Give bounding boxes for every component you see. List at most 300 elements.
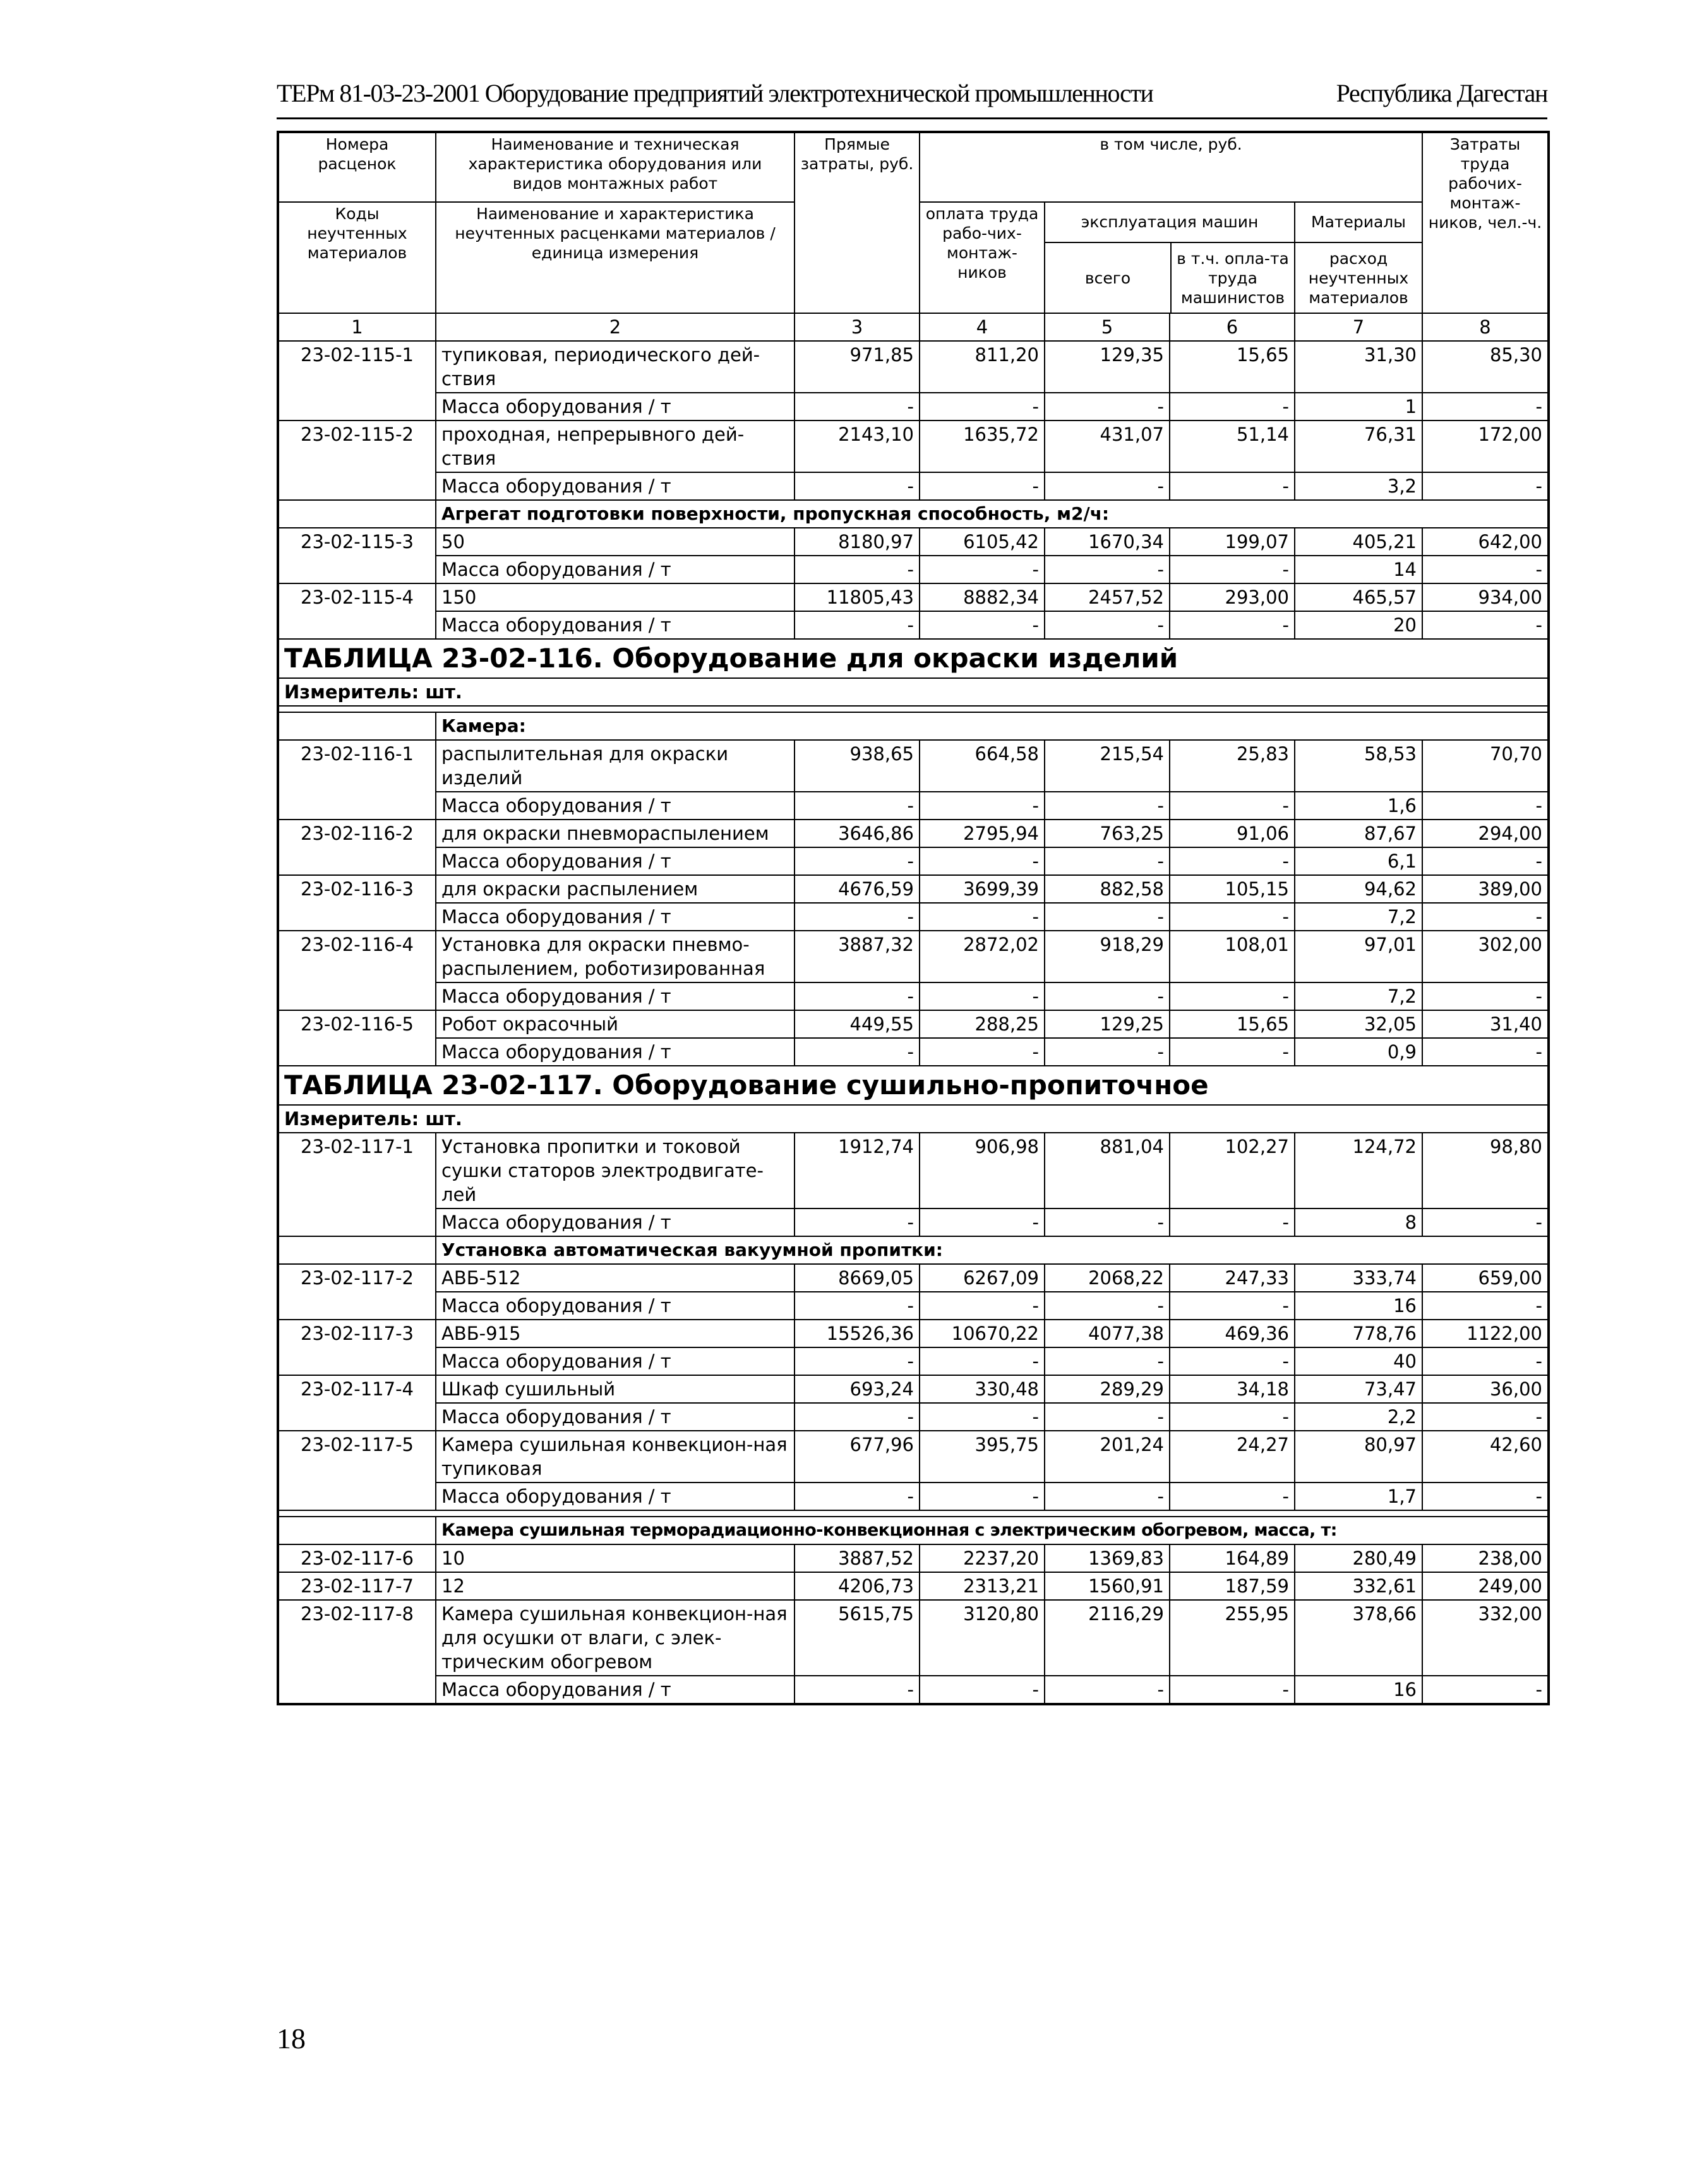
page-number: 18 [277, 2022, 306, 2055]
mass-label: Масса оборудования / т [436, 393, 795, 421]
direct-cost: - [795, 1347, 920, 1375]
rate-name: Камера сушильная конвекцион-ная тупиковая [436, 1431, 795, 1483]
machine-pay: - [1170, 472, 1295, 500]
materials: 7,2 [1295, 903, 1422, 931]
mass-row [278, 1403, 1549, 1431]
labor-pay: - [920, 556, 1045, 583]
materials: 16 [1295, 1292, 1422, 1320]
rate-code: 23-02-115-4 [278, 583, 436, 639]
labor-hours: - [1422, 1676, 1549, 1704]
labor-pay: 3699,39 [920, 875, 1045, 903]
mass-row [278, 611, 1549, 639]
mass-row [278, 393, 1549, 421]
materials: 16 [1295, 1676, 1422, 1704]
direct-cost: 938,65 [795, 740, 920, 792]
table-row [278, 583, 1549, 611]
mass-row [278, 982, 1549, 1010]
labor-hours: 70,70 [1422, 740, 1549, 792]
table-row [278, 1320, 1549, 1347]
rate-name: тупиковая, периодического дей-ствия [436, 341, 795, 393]
direct-cost: 3887,52 [795, 1544, 920, 1572]
mass-label: Масса оборудования / т [436, 1208, 795, 1236]
col-number: 5 [1045, 313, 1170, 341]
rate-code: 23-02-117-1 [278, 1133, 436, 1236]
direct-cost: - [795, 1038, 920, 1066]
machine-pay: - [1170, 393, 1295, 421]
machine-cost: 129,25 [1045, 1010, 1170, 1038]
labor-hours: 98,80 [1422, 1133, 1549, 1208]
column-numbers-row [278, 313, 1549, 341]
rate-name: АВБ-915 [436, 1320, 795, 1347]
labor-pay: 10670,22 [920, 1320, 1045, 1347]
labor-pay: 6105,42 [920, 528, 1045, 556]
machine-cost: - [1045, 1347, 1170, 1375]
labor-pay: - [920, 1403, 1045, 1431]
measure-row [278, 678, 1549, 706]
table-row [278, 1133, 1549, 1208]
materials: 378,66 [1295, 1600, 1422, 1676]
materials: 76,31 [1295, 421, 1422, 472]
rate-code: 23-02-117-2 [278, 1264, 436, 1320]
materials: 97,01 [1295, 931, 1422, 982]
materials: 14 [1295, 556, 1422, 583]
table-row [278, 1572, 1549, 1600]
labor-hours: - [1422, 472, 1549, 500]
machine-pay: 247,33 [1170, 1264, 1295, 1292]
machine-cost: 215,54 [1045, 740, 1170, 792]
header-row-1 [278, 132, 1549, 202]
direct-cost: - [795, 847, 920, 875]
labor-pay: - [920, 1292, 1045, 1320]
spacer-row [278, 1510, 1549, 1517]
col-name-header: Наименование и техническая характеристика оборудования или видов монтажных работ [436, 132, 795, 202]
labor-hours: - [1422, 1347, 1549, 1375]
machine-pay: 293,00 [1170, 583, 1295, 611]
direct-cost: - [795, 792, 920, 820]
group-title: Агрегат подготовки поверхности, пропускная способность, м2/ч: [436, 500, 1549, 528]
rate-code: 23-02-116-4 [278, 931, 436, 1010]
materials: 32,05 [1295, 1010, 1422, 1038]
labor-hours: 42,60 [1422, 1431, 1549, 1483]
machine-cost: - [1045, 1403, 1170, 1431]
materials: 31,30 [1295, 341, 1422, 393]
col-labor-header: Затраты труда рабочих-монтаж-ников, чел.-ч. [1422, 132, 1549, 313]
group-spacer [278, 712, 436, 740]
col-number: 1 [278, 313, 436, 341]
measure-row [278, 1105, 1549, 1133]
labor-pay: - [920, 792, 1045, 820]
machine-pay: 199,07 [1170, 528, 1295, 556]
machine-cost: - [1045, 1676, 1170, 1704]
mass-row [278, 1292, 1549, 1320]
rate-name: для окраски пневмораспылением [436, 820, 795, 847]
rate-name: проходная, непрерывного дей-ствия [436, 421, 795, 472]
rate-code: 23-02-116-3 [278, 875, 436, 931]
machine-cost: - [1045, 792, 1170, 820]
machine-cost: 882,58 [1045, 875, 1170, 903]
machine-cost: 881,04 [1045, 1133, 1170, 1208]
direct-cost: 5615,75 [795, 1600, 920, 1676]
labor-hours: - [1422, 611, 1549, 639]
machine-cost: - [1045, 1038, 1170, 1066]
col-number: 4 [920, 313, 1045, 341]
materials: 280,49 [1295, 1544, 1422, 1572]
direct-cost: - [795, 903, 920, 931]
machine-pay: 108,01 [1170, 931, 1295, 982]
mass-row [278, 1676, 1549, 1704]
machine-cost: - [1045, 982, 1170, 1010]
labor-hours: - [1422, 1208, 1549, 1236]
labor-pay: - [920, 1347, 1045, 1375]
labor-pay: - [920, 1208, 1045, 1236]
spacer-row [278, 706, 1549, 712]
col-code-header: Номера расценок [278, 132, 436, 202]
rate-name: 50 [436, 528, 795, 556]
mass-label: Масса оборудования / т [436, 792, 795, 820]
rate-code: 23-02-117-6 [278, 1544, 436, 1572]
rate-code: 23-02-115-3 [278, 528, 436, 583]
direct-cost: - [795, 1208, 920, 1236]
labor-hours: 31,40 [1422, 1010, 1549, 1038]
labor-pay: 811,20 [920, 341, 1045, 393]
labor-pay: 8882,34 [920, 583, 1045, 611]
machine-cost: - [1045, 556, 1170, 583]
mass-row [278, 1483, 1549, 1510]
group-header-row [278, 500, 1549, 528]
materials: 7,2 [1295, 982, 1422, 1010]
col-direct-header: Прямые затраты, руб. [795, 132, 920, 313]
labor-hours: 642,00 [1422, 528, 1549, 556]
labor-pay: 395,75 [920, 1431, 1045, 1483]
machine-cost: 918,29 [1045, 931, 1170, 982]
direct-cost: 2143,10 [795, 421, 920, 472]
mach-header-label: эксплуатация машин [1045, 203, 1294, 243]
group-spacer [278, 1236, 436, 1264]
rate-name: 10 [436, 1544, 795, 1572]
rate-name: Робот окрасочный [436, 1010, 795, 1038]
materials: 58,53 [1295, 740, 1422, 792]
labor-hours: - [1422, 1403, 1549, 1431]
table-row [278, 1010, 1549, 1038]
rate-code: 23-02-117-5 [278, 1431, 436, 1510]
table-title-row [278, 639, 1549, 678]
labor-hours: 389,00 [1422, 875, 1549, 903]
labor-pay: 2795,94 [920, 820, 1045, 847]
machine-pay: - [1170, 792, 1295, 820]
machine-cost: 2116,29 [1045, 1600, 1170, 1676]
col-number: 3 [795, 313, 920, 341]
labor-pay: 664,58 [920, 740, 1045, 792]
rate-code: 23-02-116-2 [278, 820, 436, 875]
mass-label: Масса оборудования / т [436, 1403, 795, 1431]
labor-hours: 249,00 [1422, 1572, 1549, 1600]
labor-hours: - [1422, 1038, 1549, 1066]
direct-cost: 11805,43 [795, 583, 920, 611]
materials: 3,2 [1295, 472, 1422, 500]
direct-cost: 677,96 [795, 1431, 920, 1483]
labor-pay: - [920, 393, 1045, 421]
direct-cost: 449,55 [795, 1010, 920, 1038]
labor-hours: 294,00 [1422, 820, 1549, 847]
col-mat-header [1295, 202, 1422, 313]
machine-pay: - [1170, 903, 1295, 931]
rate-code: 23-02-116-1 [278, 740, 436, 820]
table-117-measure: Измеритель: шт. [278, 1105, 1549, 1133]
materials: 6,1 [1295, 847, 1422, 875]
materials: 40 [1295, 1347, 1422, 1375]
machine-pay: 51,14 [1170, 421, 1295, 472]
mass-label: Масса оборудования / т [436, 847, 795, 875]
table-row [278, 1544, 1549, 1572]
direct-cost: 3646,86 [795, 820, 920, 847]
col-number: 7 [1295, 313, 1422, 341]
direct-cost: - [795, 982, 920, 1010]
labor-pay: 2313,21 [920, 1572, 1045, 1600]
materials: 778,76 [1295, 1320, 1422, 1347]
mass-label: Масса оборудования / т [436, 1676, 795, 1704]
labor-pay: 288,25 [920, 1010, 1045, 1038]
machine-pay: 187,59 [1170, 1572, 1295, 1600]
machine-pay: 469,36 [1170, 1320, 1295, 1347]
materials: 332,61 [1295, 1572, 1422, 1600]
labor-hours: - [1422, 1292, 1549, 1320]
materials: 20 [1295, 611, 1422, 639]
labor-pay: 3120,80 [920, 1600, 1045, 1676]
labor-hours: 238,00 [1422, 1544, 1549, 1572]
machine-pay: - [1170, 1676, 1295, 1704]
table-row [278, 1600, 1549, 1676]
direct-cost: 693,24 [795, 1375, 920, 1403]
document-title: ТЕРм 81-03-23-2001 Оборудование предприятий электротехнической промышленности [277, 79, 1153, 107]
table-116-title: ТАБЛИЦА 23-02-116. Оборудование для окраски изделий [278, 639, 1549, 678]
machine-pay: - [1170, 1292, 1295, 1320]
materials: 87,67 [1295, 820, 1422, 847]
machine-pay: - [1170, 982, 1295, 1010]
mass-row [278, 1038, 1549, 1066]
labor-hours: - [1422, 556, 1549, 583]
mass-row [278, 903, 1549, 931]
group-title: Установка автоматическая вакуумной пропитки: [436, 1236, 1549, 1264]
mass-label: Масса оборудования / т [436, 1038, 795, 1066]
col-code-mat-header: Коды неучтенных материалов [278, 202, 436, 313]
direct-cost: - [795, 472, 920, 500]
machine-cost: 1369,83 [1045, 1544, 1170, 1572]
labor-pay: 906,98 [920, 1133, 1045, 1208]
labor-pay: - [920, 847, 1045, 875]
machine-cost: 431,07 [1045, 421, 1170, 472]
machine-pay: - [1170, 1483, 1295, 1510]
machine-cost: - [1045, 1483, 1170, 1510]
rate-name: 12 [436, 1572, 795, 1600]
group-header-row [278, 1517, 1549, 1544]
direct-cost: 8180,97 [795, 528, 920, 556]
rate-name: Установка пропитки и токовой сушки статоров электродвигате-лей [436, 1133, 795, 1208]
materials: 124,72 [1295, 1133, 1422, 1208]
col-pay-header: оплата труда рабо-чих-монтаж-ников [920, 202, 1045, 313]
machine-pay: 102,27 [1170, 1133, 1295, 1208]
mass-row [278, 1208, 1549, 1236]
direct-cost: - [795, 1483, 920, 1510]
rate-name: Камера сушильная конвекцион-ная для осушки от влаги, с элек-трическим обогревом [436, 1600, 795, 1676]
labor-hours: 172,00 [1422, 421, 1549, 472]
machine-cost: - [1045, 472, 1170, 500]
machine-pay: 255,95 [1170, 1600, 1295, 1676]
table-row [278, 820, 1549, 847]
rate-name: Шкаф сушильный [436, 1375, 795, 1403]
labor-hours: 36,00 [1422, 1375, 1549, 1403]
table-row [278, 931, 1549, 982]
group-spacer [278, 1517, 436, 1544]
mass-label: Масса оборудования / т [436, 1292, 795, 1320]
mass-row [278, 556, 1549, 583]
group-title: Камера сушильная терморадиационно-конвекционная с электрическим обогревом, масса, т: [436, 1517, 1549, 1544]
machine-cost: 1670,34 [1045, 528, 1170, 556]
mass-row [278, 472, 1549, 500]
table-row [278, 528, 1549, 556]
mass-label: Масса оборудования / т [436, 472, 795, 500]
machine-pay: - [1170, 1347, 1295, 1375]
rate-name: АВБ-512 [436, 1264, 795, 1292]
table-row [278, 1431, 1549, 1483]
direct-cost: - [795, 1403, 920, 1431]
mass-row [278, 847, 1549, 875]
machine-cost: 129,35 [1045, 341, 1170, 393]
machine-pay: 34,18 [1170, 1375, 1295, 1403]
machine-cost: - [1045, 1292, 1170, 1320]
machine-cost: - [1045, 1208, 1170, 1236]
labor-hours: 332,00 [1422, 1600, 1549, 1676]
rate-code: 23-02-117-3 [278, 1320, 436, 1375]
labor-hours: 659,00 [1422, 1264, 1549, 1292]
labor-pay: - [920, 472, 1045, 500]
direct-cost: 8669,05 [795, 1264, 920, 1292]
table-row [278, 740, 1549, 792]
machine-cost: 4077,38 [1045, 1320, 1170, 1347]
col-mach-header [1045, 202, 1295, 313]
materials: 465,57 [1295, 583, 1422, 611]
materials: 333,74 [1295, 1264, 1422, 1292]
labor-hours: - [1422, 1483, 1549, 1510]
mass-row [278, 1347, 1549, 1375]
page-header [277, 71, 1547, 119]
labor-hours: - [1422, 903, 1549, 931]
materials: 80,97 [1295, 1431, 1422, 1483]
direct-cost: 3887,32 [795, 931, 920, 982]
machine-pay: 15,65 [1170, 1010, 1295, 1038]
mass-row [278, 792, 1549, 820]
machine-pay: 91,06 [1170, 820, 1295, 847]
labor-pay: 1635,72 [920, 421, 1045, 472]
materials: 2,2 [1295, 1403, 1422, 1431]
group-header-row [278, 1236, 1549, 1264]
machine-pay: 24,27 [1170, 1431, 1295, 1483]
table-row [278, 1375, 1549, 1403]
spacer [278, 1510, 1549, 1517]
table-116-measure: Измеритель: шт. [278, 678, 1549, 706]
labor-hours: 1122,00 [1422, 1320, 1549, 1347]
machine-pay: 164,89 [1170, 1544, 1295, 1572]
direct-cost: - [795, 1292, 920, 1320]
machine-cost: 2068,22 [1045, 1264, 1170, 1292]
machine-pay: - [1170, 1038, 1295, 1066]
machine-cost: - [1045, 611, 1170, 639]
labor-pay: - [920, 903, 1045, 931]
col-number: 2 [436, 313, 795, 341]
materials: 1,6 [1295, 792, 1422, 820]
direct-cost: - [795, 393, 920, 421]
materials: 1,7 [1295, 1483, 1422, 1510]
mass-label: Масса оборудования / т [436, 1483, 795, 1510]
rate-name: Установка для окраски пневмо-распылением, роботизированная [436, 931, 795, 982]
machine-cost: 289,29 [1045, 1375, 1170, 1403]
rate-code: 23-02-115-2 [278, 421, 436, 500]
labor-pay: - [920, 1676, 1045, 1704]
labor-hours: - [1422, 847, 1549, 875]
labor-hours: 302,00 [1422, 931, 1549, 982]
rate-code: 23-02-115-1 [278, 341, 436, 421]
table-117-title: ТАБЛИЦА 23-02-117. Оборудование сушильно-пропиточное [278, 1066, 1549, 1105]
col-name-mat-header: Наименование и характеристика неучтенных расценками материалов / единица измерения [436, 202, 795, 313]
labor-hours: - [1422, 393, 1549, 421]
materials: 405,21 [1295, 528, 1422, 556]
labor-hours: - [1422, 792, 1549, 820]
direct-cost: - [795, 556, 920, 583]
group-title: Камера: [436, 712, 1549, 740]
labor-hours: 85,30 [1422, 341, 1549, 393]
col-number: 8 [1422, 313, 1549, 341]
mass-label: Масса оборудования / т [436, 611, 795, 639]
mass-label: Масса оборудования / т [436, 556, 795, 583]
rate-name: распылительная для окраски изделий [436, 740, 795, 792]
machine-pay: - [1170, 1208, 1295, 1236]
labor-hours: 934,00 [1422, 583, 1549, 611]
direct-cost: 4676,59 [795, 875, 920, 903]
mach-total-header: всего [1045, 243, 1172, 313]
materials: 1 [1295, 393, 1422, 421]
machine-pay: 15,65 [1170, 341, 1295, 393]
table-row [278, 341, 1549, 393]
machine-pay: - [1170, 556, 1295, 583]
machine-cost: 2457,52 [1045, 583, 1170, 611]
materials: 73,47 [1295, 1375, 1422, 1403]
mat-sub-header: расход неучтенных материалов [1308, 249, 1409, 307]
mass-label: Масса оборудования / т [436, 903, 795, 931]
direct-cost: 15526,36 [795, 1320, 920, 1347]
rate-code: 23-02-116-5 [278, 1010, 436, 1066]
mass-label: Масса оборудования / т [436, 1347, 795, 1375]
machine-cost: - [1045, 847, 1170, 875]
materials: 94,62 [1295, 875, 1422, 903]
rate-code: 23-02-117-4 [278, 1375, 436, 1431]
machine-pay: 25,83 [1170, 740, 1295, 792]
materials: 0,9 [1295, 1038, 1422, 1066]
region-name: Республика Дагестан [1336, 79, 1547, 107]
table-row [278, 421, 1549, 472]
mach-pay-header: в т.ч. опла-та труда машинистов [1177, 249, 1289, 307]
labor-hours: - [1422, 982, 1549, 1010]
direct-cost: 4206,73 [795, 1572, 920, 1600]
table-row [278, 875, 1549, 903]
rate-code: 23-02-117-8 [278, 1600, 436, 1704]
direct-cost: 1912,74 [795, 1133, 920, 1208]
machine-cost: - [1045, 903, 1170, 931]
labor-pay: - [920, 611, 1045, 639]
labor-pay: 2872,02 [920, 931, 1045, 982]
mat-header-label: Материалы [1295, 203, 1422, 243]
labor-pay: 330,48 [920, 1375, 1045, 1403]
machine-pay: - [1170, 1403, 1295, 1431]
materials: 8 [1295, 1208, 1422, 1236]
